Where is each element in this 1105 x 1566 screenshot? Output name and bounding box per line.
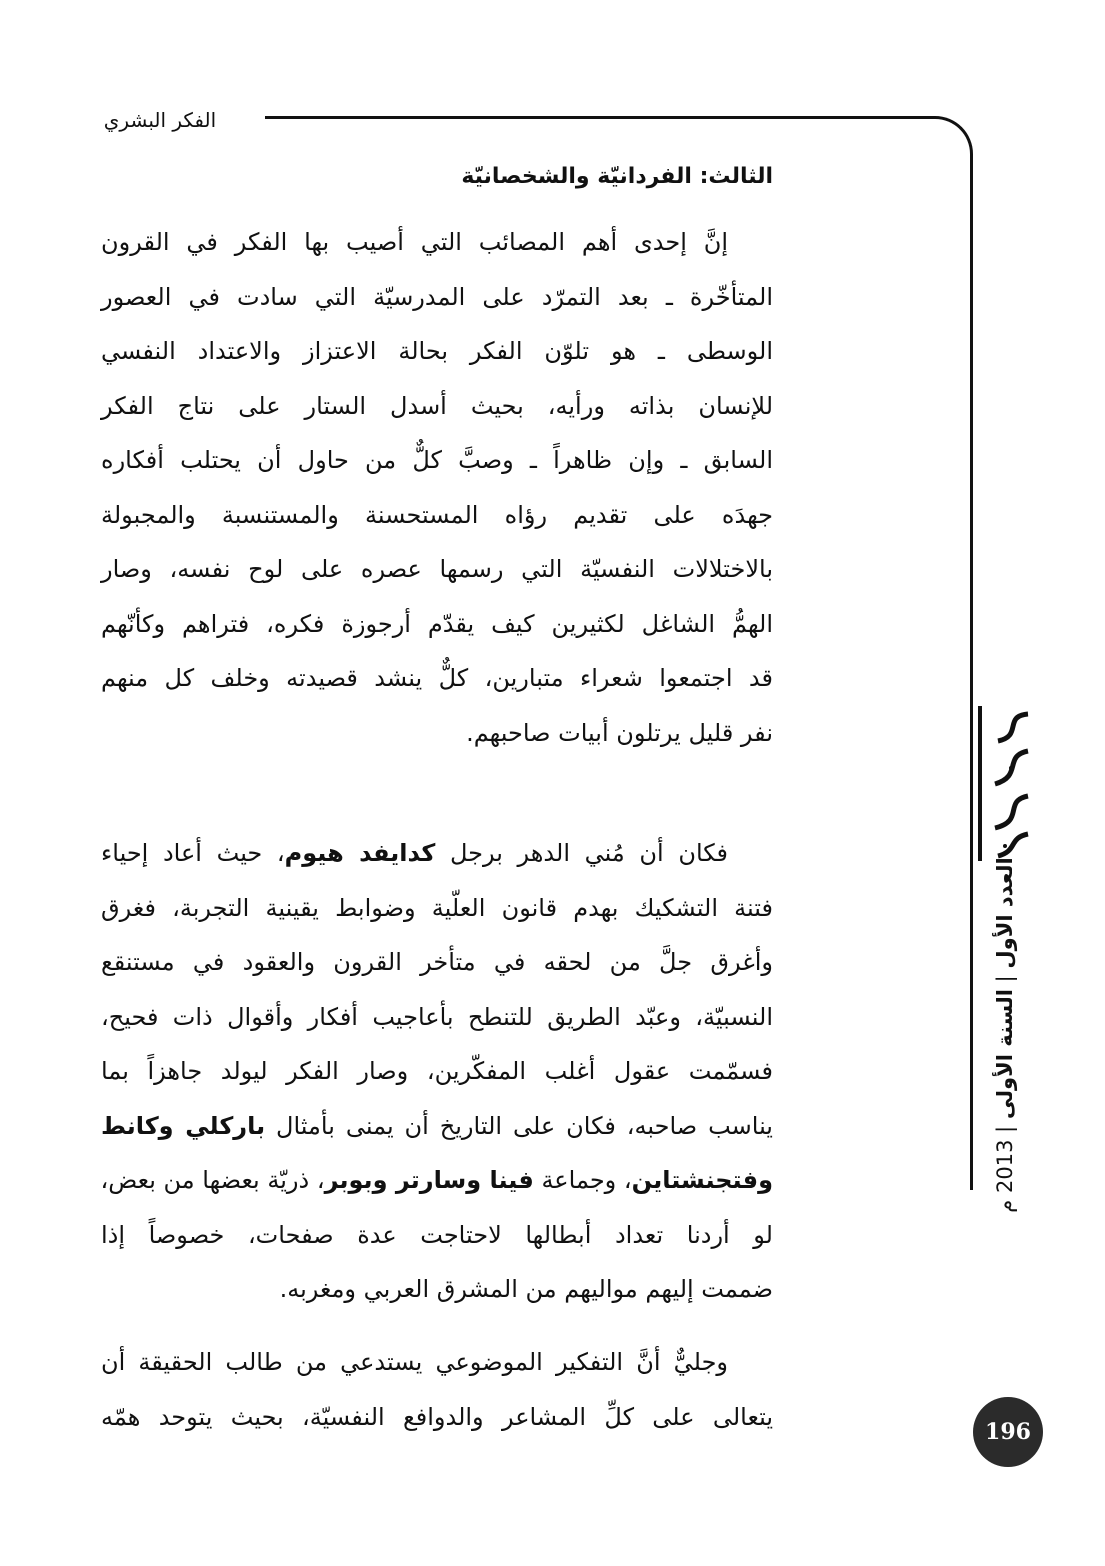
text-segment: فتنة التشكيك بهدم قانون العلّية وضوابط يقينية التجربة، فغرق [101, 893, 773, 922]
text-line [101, 1221, 773, 1249]
running-title: الفكر البشري [103, 108, 217, 132]
text-line [101, 1348, 773, 1376]
text-segment: نفر قليل يرتلون أبيات صاحبهم. [466, 718, 773, 747]
bold-name: وفتجنشتاين [631, 1166, 773, 1194]
text-line [101, 839, 773, 867]
bold-name: كدايفد هيوم [284, 839, 436, 867]
text-line [101, 1057, 773, 1085]
text-line [101, 1003, 773, 1031]
bold-name: فينا وسارتر وبوبر [324, 1166, 534, 1194]
text-segment: للإنسان بذاته ورأيه، بحيث أسدل الستار على نتاج الفكر [101, 391, 773, 420]
bold-name: باركلي وكانط [101, 1111, 266, 1140]
text-line [101, 1403, 773, 1431]
issue-label: العدد الأول [993, 857, 1017, 969]
text-segment: النسبيّة، وعبّد الطريق للتنطح بأعاجيب أفكار وأقوال ذات فحيح، [101, 1002, 773, 1031]
text-segment: ، حيث أعاد إحياء [101, 839, 285, 867]
text-line [101, 228, 773, 256]
text-segment: ضممت إليهم مواليهم من المشرق العربي ومغربه. [279, 1275, 773, 1303]
text-line [101, 1166, 773, 1194]
text-line [101, 501, 773, 529]
text-segment: المتأخّرة ـ بعد التمرّد على المدرسيّة التي سادت في العصور [101, 282, 773, 311]
page-number: 196 [973, 1397, 1043, 1467]
section-heading: الثالث: الفردانيّة والشخصانيّة [461, 164, 773, 189]
text-segment: قد اجتمعوا شعراء متبارين، كلٌّ ينشد قصيدته وخلف كل منهم [101, 664, 773, 692]
year-label: السنة الأولى [993, 989, 1017, 1120]
text-segment: فسمّمت عقول أغلب المفكّرين، وصار الفكر ليولد جاهزاً بما [101, 1057, 773, 1085]
journal-logo [978, 706, 1044, 861]
text-line [101, 664, 773, 692]
text-segment: السابق ـ وإن ظاهراً ـ وصبَّ كلٌّ من حاول أن يحتلب أفكاره [101, 446, 773, 474]
text-line [101, 555, 773, 583]
text-line [101, 446, 773, 474]
text-segment: جهدَه على تقديم رؤاه المستحسنة والمستنسبة والمجبولة [101, 500, 773, 529]
text-segment: وأغرق جلَّ من لحقه في متأخر القرون والعقود في مستنقع [101, 948, 773, 976]
text-line [101, 894, 773, 922]
text-segment: يناسب صاحبه، فكان على التاريخ أن يمنى بأمثال [265, 1111, 773, 1140]
text-segment: لو أردنا تعداد أبطالها لاحتاجت عدة صفحات، خصوصاً إذا [101, 1220, 773, 1249]
text-line [101, 283, 773, 311]
text-line [101, 337, 773, 365]
text-segment: يتعالى على كلِّ المشاعر والدوافع النفسيّة، بحيث يتوحد همّه [101, 1402, 773, 1431]
text-segment: الهمُّ الشاغل لكثيرين كيف يقدّم أرجوزة فكره، فتراهم وكأنّهم [101, 609, 773, 638]
issue-info-vertical [993, 857, 1017, 1212]
calligraphy-logo-icon [982, 706, 1044, 861]
text-line [101, 1112, 773, 1140]
text-line [101, 719, 773, 747]
year: 2013 م [993, 1139, 1017, 1213]
text-segment: فكان أن مُني الدهر برجل [435, 839, 728, 867]
text-line [101, 392, 773, 420]
text-segment: ، وجماعة [533, 1166, 632, 1194]
text-line [101, 610, 773, 638]
text-segment: وجليٌّ أنَّ التفكير الموضوعي يستدعي من طالب الحقيقة أن [101, 1348, 728, 1376]
text-line [101, 948, 773, 976]
text-segment: بالاختلالات النفسيّة التي رسمها عصره على لوح نفسه، وصار [101, 555, 773, 583]
text-line [101, 1275, 773, 1303]
text-segment: إنَّ إحدى أهم المصائب التي أصيب بها الفكر في القرون [101, 228, 728, 256]
text-segment: الوسطى ـ هو تلوّن الفكر بحالة الاعتزاز والاعتداد النفسي [101, 337, 773, 365]
text-segment: ، ذريّة بعضها من بعض، [100, 1166, 325, 1194]
separator: | [993, 975, 1017, 983]
separator: | [993, 1125, 1017, 1133]
